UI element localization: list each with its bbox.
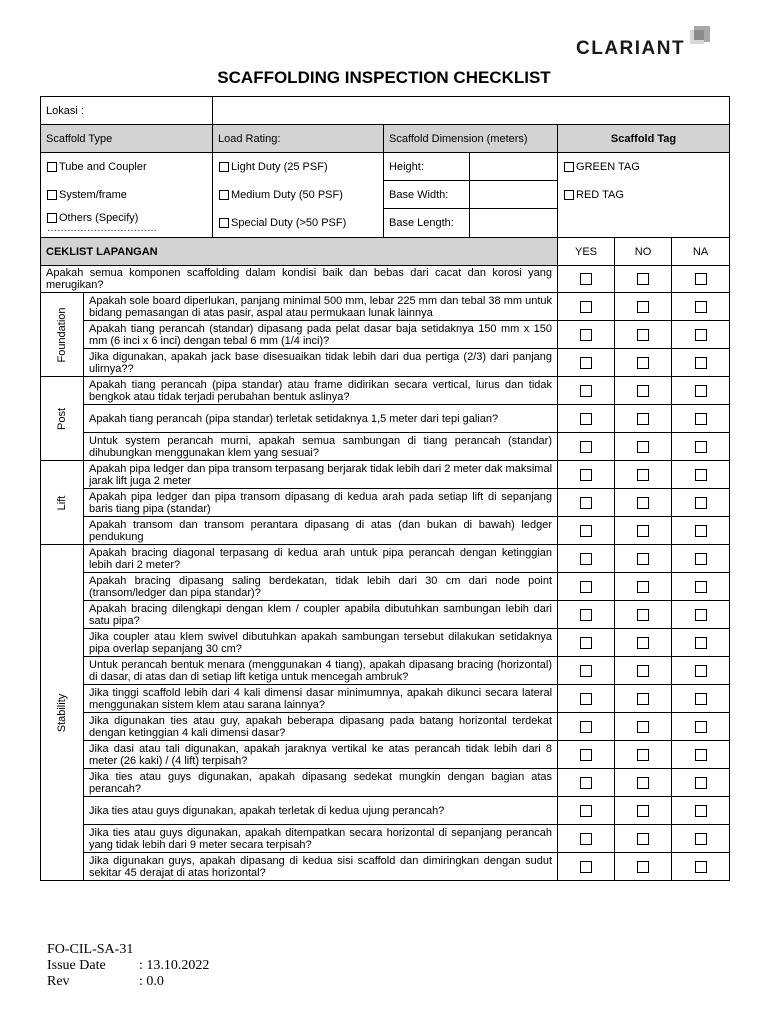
- checklist-row: [41, 517, 730, 545]
- question-text: Apakah bracing dilengkapi dengan klem / coupler apabila dibutuhkan sambungan lebih dari satu pipa?: [84, 601, 558, 629]
- no-checkbox[interactable]: [637, 609, 649, 621]
- yes-cell[interactable]: [558, 573, 615, 601]
- checklist-row: [41, 377, 730, 405]
- checklist-row: [41, 713, 730, 741]
- no-cell[interactable]: [615, 461, 672, 489]
- no-cell[interactable]: [615, 266, 672, 293]
- na-checkbox[interactable]: [695, 805, 707, 817]
- no-checkbox[interactable]: [637, 469, 649, 481]
- yes-cell[interactable]: [558, 489, 615, 517]
- checkbox[interactable]: [219, 162, 229, 172]
- question-text: Apakah bracing diagonal terpasang di kedua arah untuk pipa perancah dengan ketinggian lebih dari 2 meter?: [84, 545, 558, 573]
- rating-option-medium[interactable]: Medium Duty (50 PSF): [219, 181, 377, 209]
- page-title: SCAFFOLDING INSPECTION CHECKLIST: [217, 68, 551, 87]
- na-cell[interactable]: [672, 461, 730, 489]
- na-checkbox[interactable]: [695, 777, 707, 789]
- question-text: Jika digunakan guys, apakah dipasang di kedua sisi scaffold dan dimiringkan dengan sudut sekitar 45 derajat di atas horizontal?: [84, 853, 558, 881]
- na-checkbox[interactable]: [695, 441, 707, 453]
- checklist-heading: CEKLIST LAPANGAN: [41, 238, 558, 266]
- yes-checkbox[interactable]: [580, 693, 592, 705]
- no-cell[interactable]: [615, 321, 672, 349]
- question-text: Apakah pipa ledger dan pipa transom dipasang di kedua arah pada setiap lift di sepanjang baris tiang pipa (standar): [84, 489, 558, 517]
- checklist-row: [41, 433, 730, 461]
- load-rating-options: [213, 153, 384, 238]
- no-cell[interactable]: [615, 657, 672, 685]
- checklist-row: [41, 573, 730, 601]
- logo-mark-icon: [690, 26, 710, 46]
- no-checkbox[interactable]: [637, 721, 649, 733]
- tag-option-green[interactable]: GREEN TAG: [564, 153, 723, 181]
- checklist-row: [41, 685, 730, 713]
- yes-checkbox[interactable]: [580, 413, 592, 425]
- na-checkbox[interactable]: [695, 833, 707, 845]
- question-text: Apakah sole board diperlukan, panjang minimal 500 mm, lebar 225 mm dan tebal 38 mm untuk bidang pemasangan di atas pasir, aspal atau permukaan lunak lainnya: [84, 293, 558, 321]
- yes-checkbox[interactable]: [580, 301, 592, 313]
- section-label: Post: [56, 407, 68, 430]
- base-length-label: Base Length:: [384, 209, 470, 237]
- type-option-system[interactable]: System/frame: [47, 181, 206, 209]
- no-checkbox[interactable]: [637, 413, 649, 425]
- checklist-row: [41, 461, 730, 489]
- no-cell[interactable]: [615, 825, 672, 853]
- rev-value: : 0.0: [139, 974, 164, 989]
- na-cell[interactable]: [672, 266, 730, 293]
- doc-code: FO-CIL-SA-31: [47, 942, 134, 957]
- no-checkbox[interactable]: [637, 441, 649, 453]
- no-checkbox[interactable]: [637, 553, 649, 565]
- yes-cell[interactable]: [558, 797, 615, 825]
- na-cell[interactable]: [672, 405, 730, 433]
- question-text: Apakah transom dan transom perantara dipasang di atas (dan bukan di bawah) ledger pendukung: [84, 517, 558, 545]
- no-cell[interactable]: [615, 853, 672, 881]
- no-checkbox[interactable]: [637, 749, 649, 761]
- section-label-cell: [41, 377, 84, 461]
- na-checkbox[interactable]: [695, 609, 707, 621]
- scaffold-type-header: Scaffold Type: [41, 125, 213, 153]
- yes-cell[interactable]: [558, 266, 615, 293]
- no-cell[interactable]: [615, 685, 672, 713]
- checklist-row: [41, 489, 730, 517]
- checkbox[interactable]: [564, 190, 574, 200]
- yes-checkbox[interactable]: [580, 469, 592, 481]
- checklist-row: [41, 797, 730, 825]
- question-text: Jika digunakan, apakah jack base disesuaikan tidak lebih dari dua pertiga (2/3) dari panjang ulirnya??: [84, 349, 558, 377]
- na-checkbox[interactable]: [695, 525, 707, 537]
- checklist-row: [41, 853, 730, 881]
- no-cell[interactable]: [615, 377, 672, 405]
- section-label: Lift: [56, 495, 68, 510]
- lokasi-field[interactable]: [213, 97, 730, 125]
- no-cell[interactable]: [615, 713, 672, 741]
- section-label-cell: [41, 545, 84, 881]
- na-cell[interactable]: [672, 349, 730, 377]
- checklist-row: [41, 293, 730, 321]
- na-checkbox[interactable]: [695, 749, 707, 761]
- base-length-field[interactable]: [470, 209, 557, 237]
- yes-checkbox[interactable]: [580, 721, 592, 733]
- base-width-label: Base Width:: [384, 181, 470, 209]
- na-checkbox[interactable]: [695, 329, 707, 341]
- na-checkbox[interactable]: [695, 385, 707, 397]
- na-cell[interactable]: [672, 825, 730, 853]
- checklist-row: [41, 629, 730, 657]
- checklist-row: [41, 321, 730, 349]
- no-cell[interactable]: [615, 517, 672, 545]
- clariant-logo: [576, 26, 711, 59]
- na-cell[interactable]: [672, 853, 730, 881]
- yes-checkbox[interactable]: [580, 861, 592, 873]
- load-rating-header: Load Rating:: [213, 125, 384, 153]
- question-text: Jika coupler atau klem swivel dibutuhkan apakah sambungan tersebut dilakukan setidaknya pipa overlap sepanjang 30 cm?: [84, 629, 558, 657]
- yes-cell[interactable]: [558, 405, 615, 433]
- question-text: Jika ties atau guys digunakan, apakah terletak di kedua ujung perancah?: [84, 797, 558, 825]
- na-cell[interactable]: [672, 517, 730, 545]
- no-checkbox[interactable]: [637, 385, 649, 397]
- no-checkbox[interactable]: [637, 497, 649, 509]
- yes-checkbox[interactable]: [580, 553, 592, 565]
- checkbox[interactable]: [564, 162, 574, 172]
- yes-checkbox[interactable]: [580, 525, 592, 537]
- checklist-row: [41, 545, 730, 573]
- na-cell[interactable]: [672, 713, 730, 741]
- na-cell[interactable]: [672, 489, 730, 517]
- na-checkbox[interactable]: [695, 273, 707, 285]
- scaffold-tag-header: Scaffold Tag: [558, 125, 730, 153]
- yes-checkbox[interactable]: [580, 777, 592, 789]
- yes-cell[interactable]: [558, 741, 615, 769]
- yes-cell[interactable]: [558, 349, 615, 377]
- question-text: Jika ties atau guys digunakan, apakah dipasang sedekat mungkin dengan bagian atas perancah?: [84, 769, 558, 797]
- type-option-others[interactable]: Others (Specify) ……………………………: [47, 209, 206, 237]
- yes-cell[interactable]: [558, 517, 615, 545]
- col-yes: YES: [558, 238, 615, 266]
- no-cell[interactable]: [615, 769, 672, 797]
- question-text: Apakah semua komponen scaffolding dalam kondisi baik dan bebas dari cacat dan korosi yang merugikan?: [41, 266, 558, 293]
- no-cell[interactable]: [615, 489, 672, 517]
- question-text: Apakah pipa ledger dan pipa transom terpasang berjarak tidak lebih dari 2 meter dak maksimal jarak lift juga 2 meter: [84, 461, 558, 489]
- na-checkbox[interactable]: [695, 301, 707, 313]
- section-label-cell: [41, 461, 84, 545]
- checklist-row: [41, 601, 730, 629]
- na-checkbox[interactable]: [695, 497, 707, 509]
- na-cell[interactable]: [672, 769, 730, 797]
- yes-checkbox[interactable]: [580, 385, 592, 397]
- yes-checkbox[interactable]: [580, 805, 592, 817]
- yes-cell[interactable]: [558, 433, 615, 461]
- yes-cell[interactable]: [558, 825, 615, 853]
- yes-checkbox[interactable]: [580, 609, 592, 621]
- yes-checkbox[interactable]: [580, 833, 592, 845]
- rev-label: Rev: [47, 974, 70, 989]
- na-checkbox[interactable]: [695, 357, 707, 369]
- yes-cell[interactable]: [558, 629, 615, 657]
- no-checkbox[interactable]: [637, 805, 649, 817]
- no-cell[interactable]: [615, 629, 672, 657]
- na-checkbox[interactable]: [695, 721, 707, 733]
- yes-cell[interactable]: [558, 377, 615, 405]
- yes-cell[interactable]: [558, 321, 615, 349]
- no-checkbox[interactable]: [637, 777, 649, 789]
- no-checkbox[interactable]: [637, 693, 649, 705]
- dimension-header: Scaffold Dimension (meters): [384, 125, 558, 153]
- scaffold-type-options: [41, 153, 213, 238]
- no-cell[interactable]: [615, 293, 672, 321]
- checklist-row-general: [41, 266, 730, 293]
- question-text: Apakah tiang perancah (pipa standar) terletak setidaknya 1,5 meter dari tepi galian?: [84, 405, 558, 433]
- yes-cell[interactable]: [558, 293, 615, 321]
- na-cell[interactable]: [672, 657, 730, 685]
- no-cell[interactable]: [615, 573, 672, 601]
- no-checkbox[interactable]: [637, 301, 649, 313]
- yes-checkbox[interactable]: [580, 749, 592, 761]
- na-cell[interactable]: [672, 601, 730, 629]
- yes-cell[interactable]: [558, 601, 615, 629]
- yes-cell[interactable]: [558, 461, 615, 489]
- na-cell[interactable]: [672, 377, 730, 405]
- yes-cell[interactable]: [558, 853, 615, 881]
- dimension-fields: [384, 153, 558, 238]
- na-checkbox[interactable]: [695, 581, 707, 593]
- scaffold-tag-options: [558, 153, 730, 238]
- no-cell[interactable]: [615, 349, 672, 377]
- na-cell[interactable]: [672, 433, 730, 461]
- no-checkbox[interactable]: [637, 329, 649, 341]
- issue-date-label: Issue Date: [47, 958, 106, 973]
- yes-cell[interactable]: [558, 685, 615, 713]
- section-label-cell: [41, 293, 84, 377]
- na-checkbox[interactable]: [695, 413, 707, 425]
- col-na: NA: [672, 238, 730, 266]
- no-cell[interactable]: [615, 797, 672, 825]
- no-cell[interactable]: [615, 433, 672, 461]
- na-checkbox[interactable]: [695, 665, 707, 677]
- question-text: Jika dasi atau tali digunakan, apakah jaraknya vertikal ke atas perancah tidak lebih dari 8 meter (26 kaki) / (4 lift) terpisah?: [84, 741, 558, 769]
- question-text: Apakah tiang perancah (standar) dipasang pada pelat dasar baja setidaknya 150 mm x 150 mm (6 inci x 6 inci) dengan tebal 6 mm (1/4 inci)?: [84, 321, 558, 349]
- yes-checkbox[interactable]: [580, 357, 592, 369]
- na-checkbox[interactable]: [695, 553, 707, 565]
- height-label: Height:: [384, 153, 470, 181]
- question-text: Jika ties atau guys digunakan, apakah ditempatkan secara horizontal di sepanjang perancah yang tidak lebih dari 9 meter secara terpisah?: [84, 825, 558, 853]
- question-text: Untuk system perancah murni, apakah semua sambungan di tiang perancah (standar) dihubungkan menggunakan klem yang sesuai?: [84, 433, 558, 461]
- na-cell[interactable]: [672, 629, 730, 657]
- question-text: Untuk perancah bentuk menara (menggunakan 4 tiang), apakah dipasang bracing (horizontal) di dasar, di atas dan di setiap lift ketiga untuk mencegah ambruk?: [84, 657, 558, 685]
- yes-cell[interactable]: [558, 713, 615, 741]
- others-blank[interactable]: ……………………………: [47, 223, 157, 234]
- na-checkbox[interactable]: [695, 637, 707, 649]
- no-checkbox[interactable]: [637, 861, 649, 873]
- no-cell[interactable]: [615, 545, 672, 573]
- height-field[interactable]: [470, 153, 557, 181]
- rating-option-light[interactable]: Light Duty (25 PSF): [219, 153, 377, 181]
- na-checkbox[interactable]: [695, 469, 707, 481]
- na-checkbox[interactable]: [695, 861, 707, 873]
- checkbox[interactable]: [47, 162, 57, 172]
- yes-checkbox[interactable]: [580, 329, 592, 341]
- yes-cell[interactable]: [558, 769, 615, 797]
- col-no: NO: [615, 238, 672, 266]
- checklist-row: [41, 825, 730, 853]
- checkbox[interactable]: [219, 190, 229, 200]
- checklist-row: [41, 741, 730, 769]
- na-cell[interactable]: [672, 685, 730, 713]
- na-cell[interactable]: [672, 321, 730, 349]
- question-text: Apakah tiang perancah (pipa standar) atau frame didirikan secara vertical, lurus dan tidak bengkok atau tidak terjadi perubahan bentuk aslinya?: [84, 377, 558, 405]
- yes-checkbox[interactable]: [580, 441, 592, 453]
- question-text: Jika digunakan ties atau guy, apakah beberapa dipasang pada batang horizontal terdekat dengan ketinggian 4 kali dimensi dasar?: [84, 713, 558, 741]
- checkbox[interactable]: [47, 213, 57, 223]
- yes-checkbox[interactable]: [580, 497, 592, 509]
- no-checkbox[interactable]: [637, 357, 649, 369]
- na-checkbox[interactable]: [695, 693, 707, 705]
- issue-date-value: : 13.10.2022: [139, 958, 210, 973]
- checklist-row: [41, 349, 730, 377]
- yes-checkbox[interactable]: [580, 637, 592, 649]
- no-checkbox[interactable]: [637, 581, 649, 593]
- no-checkbox[interactable]: [637, 525, 649, 537]
- yes-checkbox[interactable]: [580, 665, 592, 677]
- no-checkbox[interactable]: [637, 273, 649, 285]
- yes-cell[interactable]: [558, 657, 615, 685]
- document-footer: [47, 942, 209, 990]
- yes-checkbox[interactable]: [580, 273, 592, 285]
- checkbox[interactable]: [47, 190, 57, 200]
- no-checkbox[interactable]: [637, 665, 649, 677]
- no-cell[interactable]: [615, 601, 672, 629]
- na-cell[interactable]: [672, 293, 730, 321]
- tag-option-red[interactable]: RED TAG: [564, 181, 723, 209]
- section-label: Foundation: [56, 306, 68, 363]
- checklist-row: [41, 405, 730, 433]
- checkbox[interactable]: [219, 218, 229, 228]
- no-cell[interactable]: [615, 405, 672, 433]
- rating-option-special[interactable]: Special Duty (>50 PSF): [219, 209, 377, 237]
- no-checkbox[interactable]: [637, 833, 649, 845]
- yes-cell[interactable]: [558, 545, 615, 573]
- section-label: Stability: [56, 693, 68, 732]
- no-cell[interactable]: [615, 741, 672, 769]
- question-text: Jika tinggi scaffold lebih dari 4 kali dimensi dasar minimumnya, apakah dikunci secara lateral menggunakan sistem klem atau sarana lainnya?: [84, 685, 558, 713]
- type-option-tube[interactable]: Tube and Coupler: [47, 153, 206, 181]
- inspection-table: [40, 96, 730, 881]
- base-width-field[interactable]: [470, 181, 557, 209]
- na-cell[interactable]: [672, 545, 730, 573]
- na-cell[interactable]: [672, 797, 730, 825]
- checklist-row: [41, 657, 730, 685]
- na-cell[interactable]: [672, 573, 730, 601]
- checklist-row: [41, 769, 730, 797]
- logo-text: CLARIANT: [576, 38, 686, 59]
- na-cell[interactable]: [672, 741, 730, 769]
- lokasi-label: Lokasi :: [41, 97, 213, 125]
- yes-checkbox[interactable]: [580, 581, 592, 593]
- question-text: Apakah bracing dipasang saling berdekatan, tidak lebih dari 30 cm dari node point (transom/ledger dan pipa standar)?: [84, 573, 558, 601]
- no-checkbox[interactable]: [637, 637, 649, 649]
